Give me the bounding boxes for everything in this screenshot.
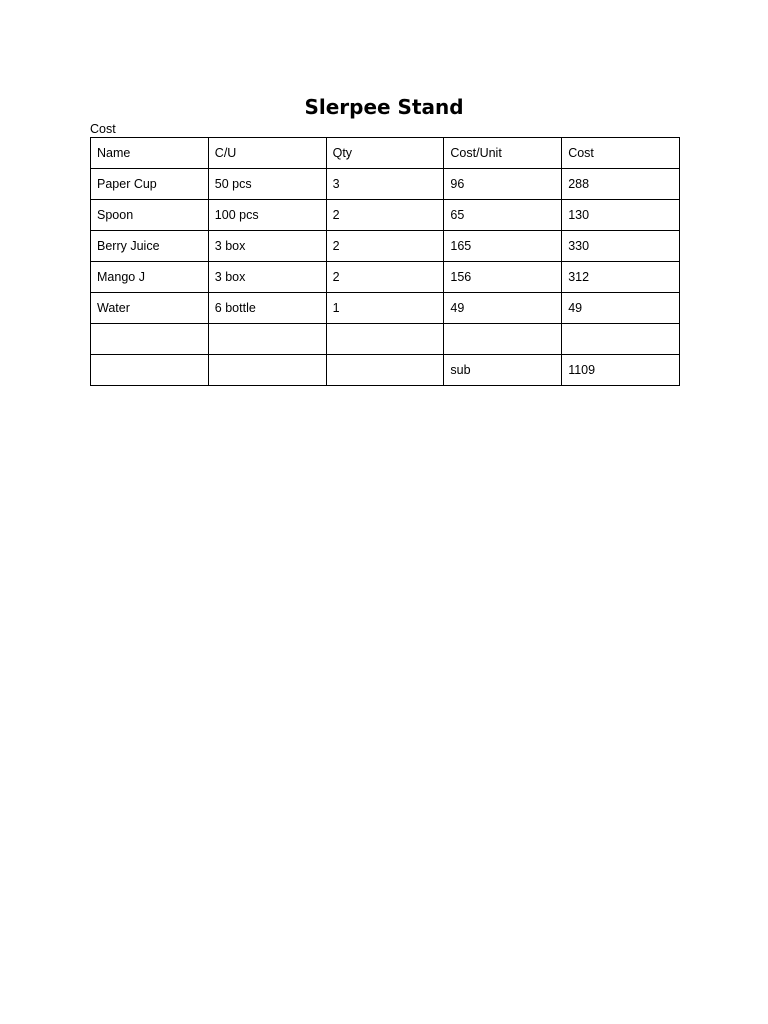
cell-name [91, 324, 209, 355]
cell-name: Water [91, 293, 209, 324]
cell-qty: 3 [326, 169, 444, 200]
cell-name [91, 355, 209, 386]
cost-table [90, 137, 680, 386]
table-row [91, 231, 680, 262]
cell-name: Spoon [91, 200, 209, 231]
cell-cost: 130 [562, 200, 680, 231]
cell-cu: 100 pcs [208, 200, 326, 231]
cell-cost-unit: 49 [444, 293, 562, 324]
cell-cost: 288 [562, 169, 680, 200]
cell-cost-unit: 156 [444, 262, 562, 293]
cell-cost: 330 [562, 231, 680, 262]
subtotal-label: sub [444, 355, 562, 386]
header-cell-cost-unit: Cost/Unit [444, 138, 562, 169]
cell-cost [562, 324, 680, 355]
cell-cost-unit: 96 [444, 169, 562, 200]
cell-qty: 2 [326, 262, 444, 293]
subtotal-value: 1109 [562, 355, 680, 386]
cell-cu [208, 355, 326, 386]
cell-qty: 2 [326, 200, 444, 231]
header-cell-cu: C/U [208, 138, 326, 169]
cell-cost-unit: 165 [444, 231, 562, 262]
cell-name: Berry Juice [91, 231, 209, 262]
cell-cost: 49 [562, 293, 680, 324]
table-row [91, 169, 680, 200]
header-cell-qty: Qty [326, 138, 444, 169]
cell-cu: 3 box [208, 231, 326, 262]
table-caption: Cost [90, 122, 116, 136]
page-title: Slerpee Stand [304, 95, 464, 119]
cell-cu: 6 bottle [208, 293, 326, 324]
cell-cost-unit [444, 324, 562, 355]
cell-cost: 312 [562, 262, 680, 293]
cell-cu [208, 324, 326, 355]
cell-cost-unit: 65 [444, 200, 562, 231]
table-row-subtotal [91, 355, 680, 386]
table-row [91, 293, 680, 324]
cell-name: Paper Cup [91, 169, 209, 200]
cell-name: Mango J [91, 262, 209, 293]
cell-qty: 1 [326, 293, 444, 324]
cell-cu: 3 box [208, 262, 326, 293]
cell-qty [326, 355, 444, 386]
cell-qty: 2 [326, 231, 444, 262]
header-cell-cost: Cost [562, 138, 680, 169]
table-header-row [91, 138, 680, 169]
table-row [91, 200, 680, 231]
cell-cu: 50 pcs [208, 169, 326, 200]
table-row-empty [91, 324, 680, 355]
header-cell-name: Name [91, 138, 209, 169]
table-row [91, 262, 680, 293]
cell-qty [326, 324, 444, 355]
